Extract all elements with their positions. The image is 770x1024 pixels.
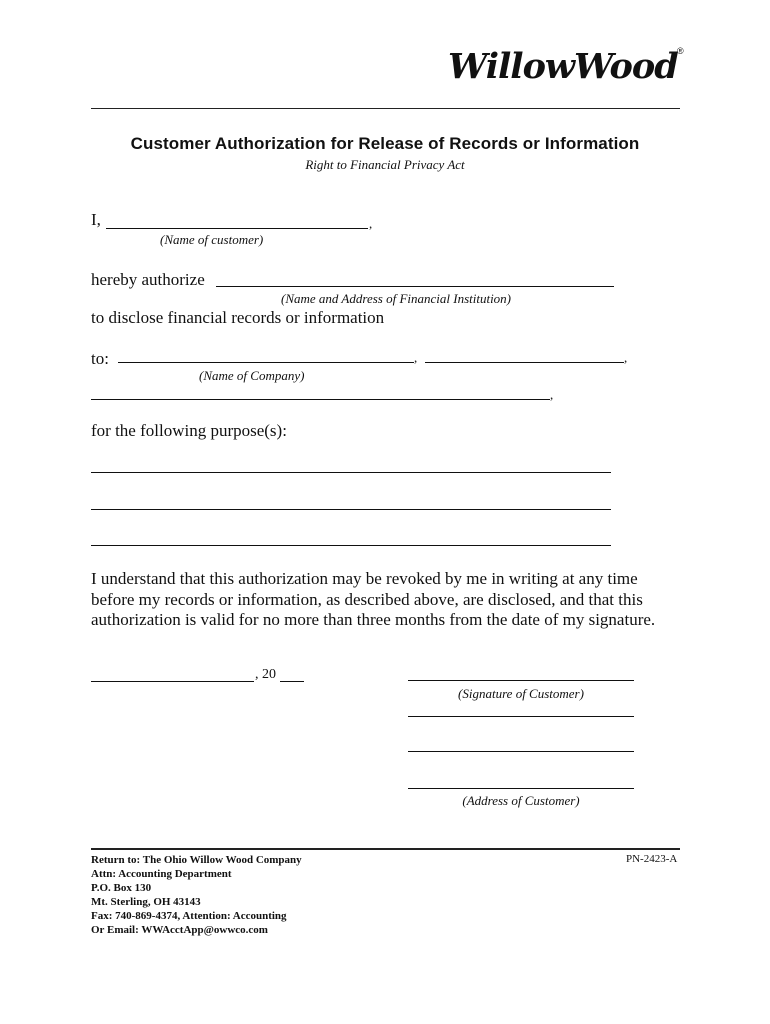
purpose-line-2[interactable] bbox=[91, 509, 611, 510]
hereby-authorize-label: hereby authorize bbox=[91, 270, 205, 289]
address-line-3[interactable] bbox=[408, 788, 634, 789]
customer-name-line[interactable] bbox=[106, 228, 368, 229]
year-line[interactable] bbox=[280, 681, 304, 682]
customer-name-caption: (Name of customer) bbox=[160, 232, 264, 247]
company-name-line[interactable] bbox=[118, 362, 414, 363]
fax-line: Fax: 740-869-4374, Attention: Accounting bbox=[91, 910, 287, 922]
date-year-label: , 20 bbox=[255, 667, 276, 682]
financial-institution-caption: (Name and Address of Financial Institution) bbox=[281, 291, 512, 306]
city-line: Mt. Sterling, OH 43143 bbox=[91, 896, 201, 908]
address-line-2[interactable] bbox=[408, 751, 634, 752]
company-comma-2: , bbox=[624, 350, 628, 365]
signature-line[interactable] bbox=[408, 680, 634, 681]
company-comma-1: , bbox=[414, 350, 418, 365]
statement-line-1: I understand that this authorization may be revoked by me in writing at any time bbox=[91, 569, 638, 588]
attn-line: Attn: Accounting Department bbox=[91, 868, 232, 880]
company-address-line-2[interactable] bbox=[91, 399, 550, 400]
purpose-line-1[interactable] bbox=[91, 472, 611, 473]
form-subtitle: Right to Financial Privacy Act bbox=[305, 157, 465, 172]
company-comma-3: , bbox=[550, 387, 554, 402]
customer-name-comma: , bbox=[369, 216, 373, 231]
footer-divider bbox=[91, 848, 680, 850]
disclose-text: to disclose financial records or information bbox=[91, 308, 385, 327]
registered-mark: ® bbox=[677, 46, 684, 56]
date-line[interactable] bbox=[91, 681, 254, 682]
company-address-line[interactable] bbox=[425, 362, 624, 363]
form-title: Customer Authorization for Release of Records or Information bbox=[130, 134, 640, 153]
return-address bbox=[91, 853, 302, 937]
form-number: PN-2423-A bbox=[626, 853, 678, 865]
authorization-statement bbox=[91, 569, 691, 631]
purpose-line-3[interactable] bbox=[91, 545, 611, 546]
i-label: I, bbox=[91, 210, 101, 229]
statement-line-2: before my records or information, as described above, are disclosed, and that this bbox=[91, 589, 643, 609]
to-label: to: bbox=[91, 349, 109, 368]
statement-line-3: authorization is valid for no more than three months from the date of my signature. bbox=[91, 610, 656, 629]
signature-caption: (Signature of Customer) bbox=[458, 686, 584, 701]
email-line: Or Email: WWAcctApp@owwco.com bbox=[91, 924, 268, 936]
purpose-label: for the following purpose(s): bbox=[91, 421, 287, 440]
financial-institution-line[interactable] bbox=[216, 286, 614, 287]
address-line-1[interactable] bbox=[408, 716, 634, 717]
return-to-line: Return to: The Ohio Willow Wood Company bbox=[91, 854, 302, 866]
address-caption: (Address of Customer) bbox=[462, 793, 580, 808]
po-box-line: P.O. Box 130 bbox=[91, 882, 152, 894]
company-name-caption: (Name of Company) bbox=[199, 368, 305, 383]
company-logo: WillowWood bbox=[448, 46, 678, 87]
header-divider bbox=[91, 108, 680, 109]
